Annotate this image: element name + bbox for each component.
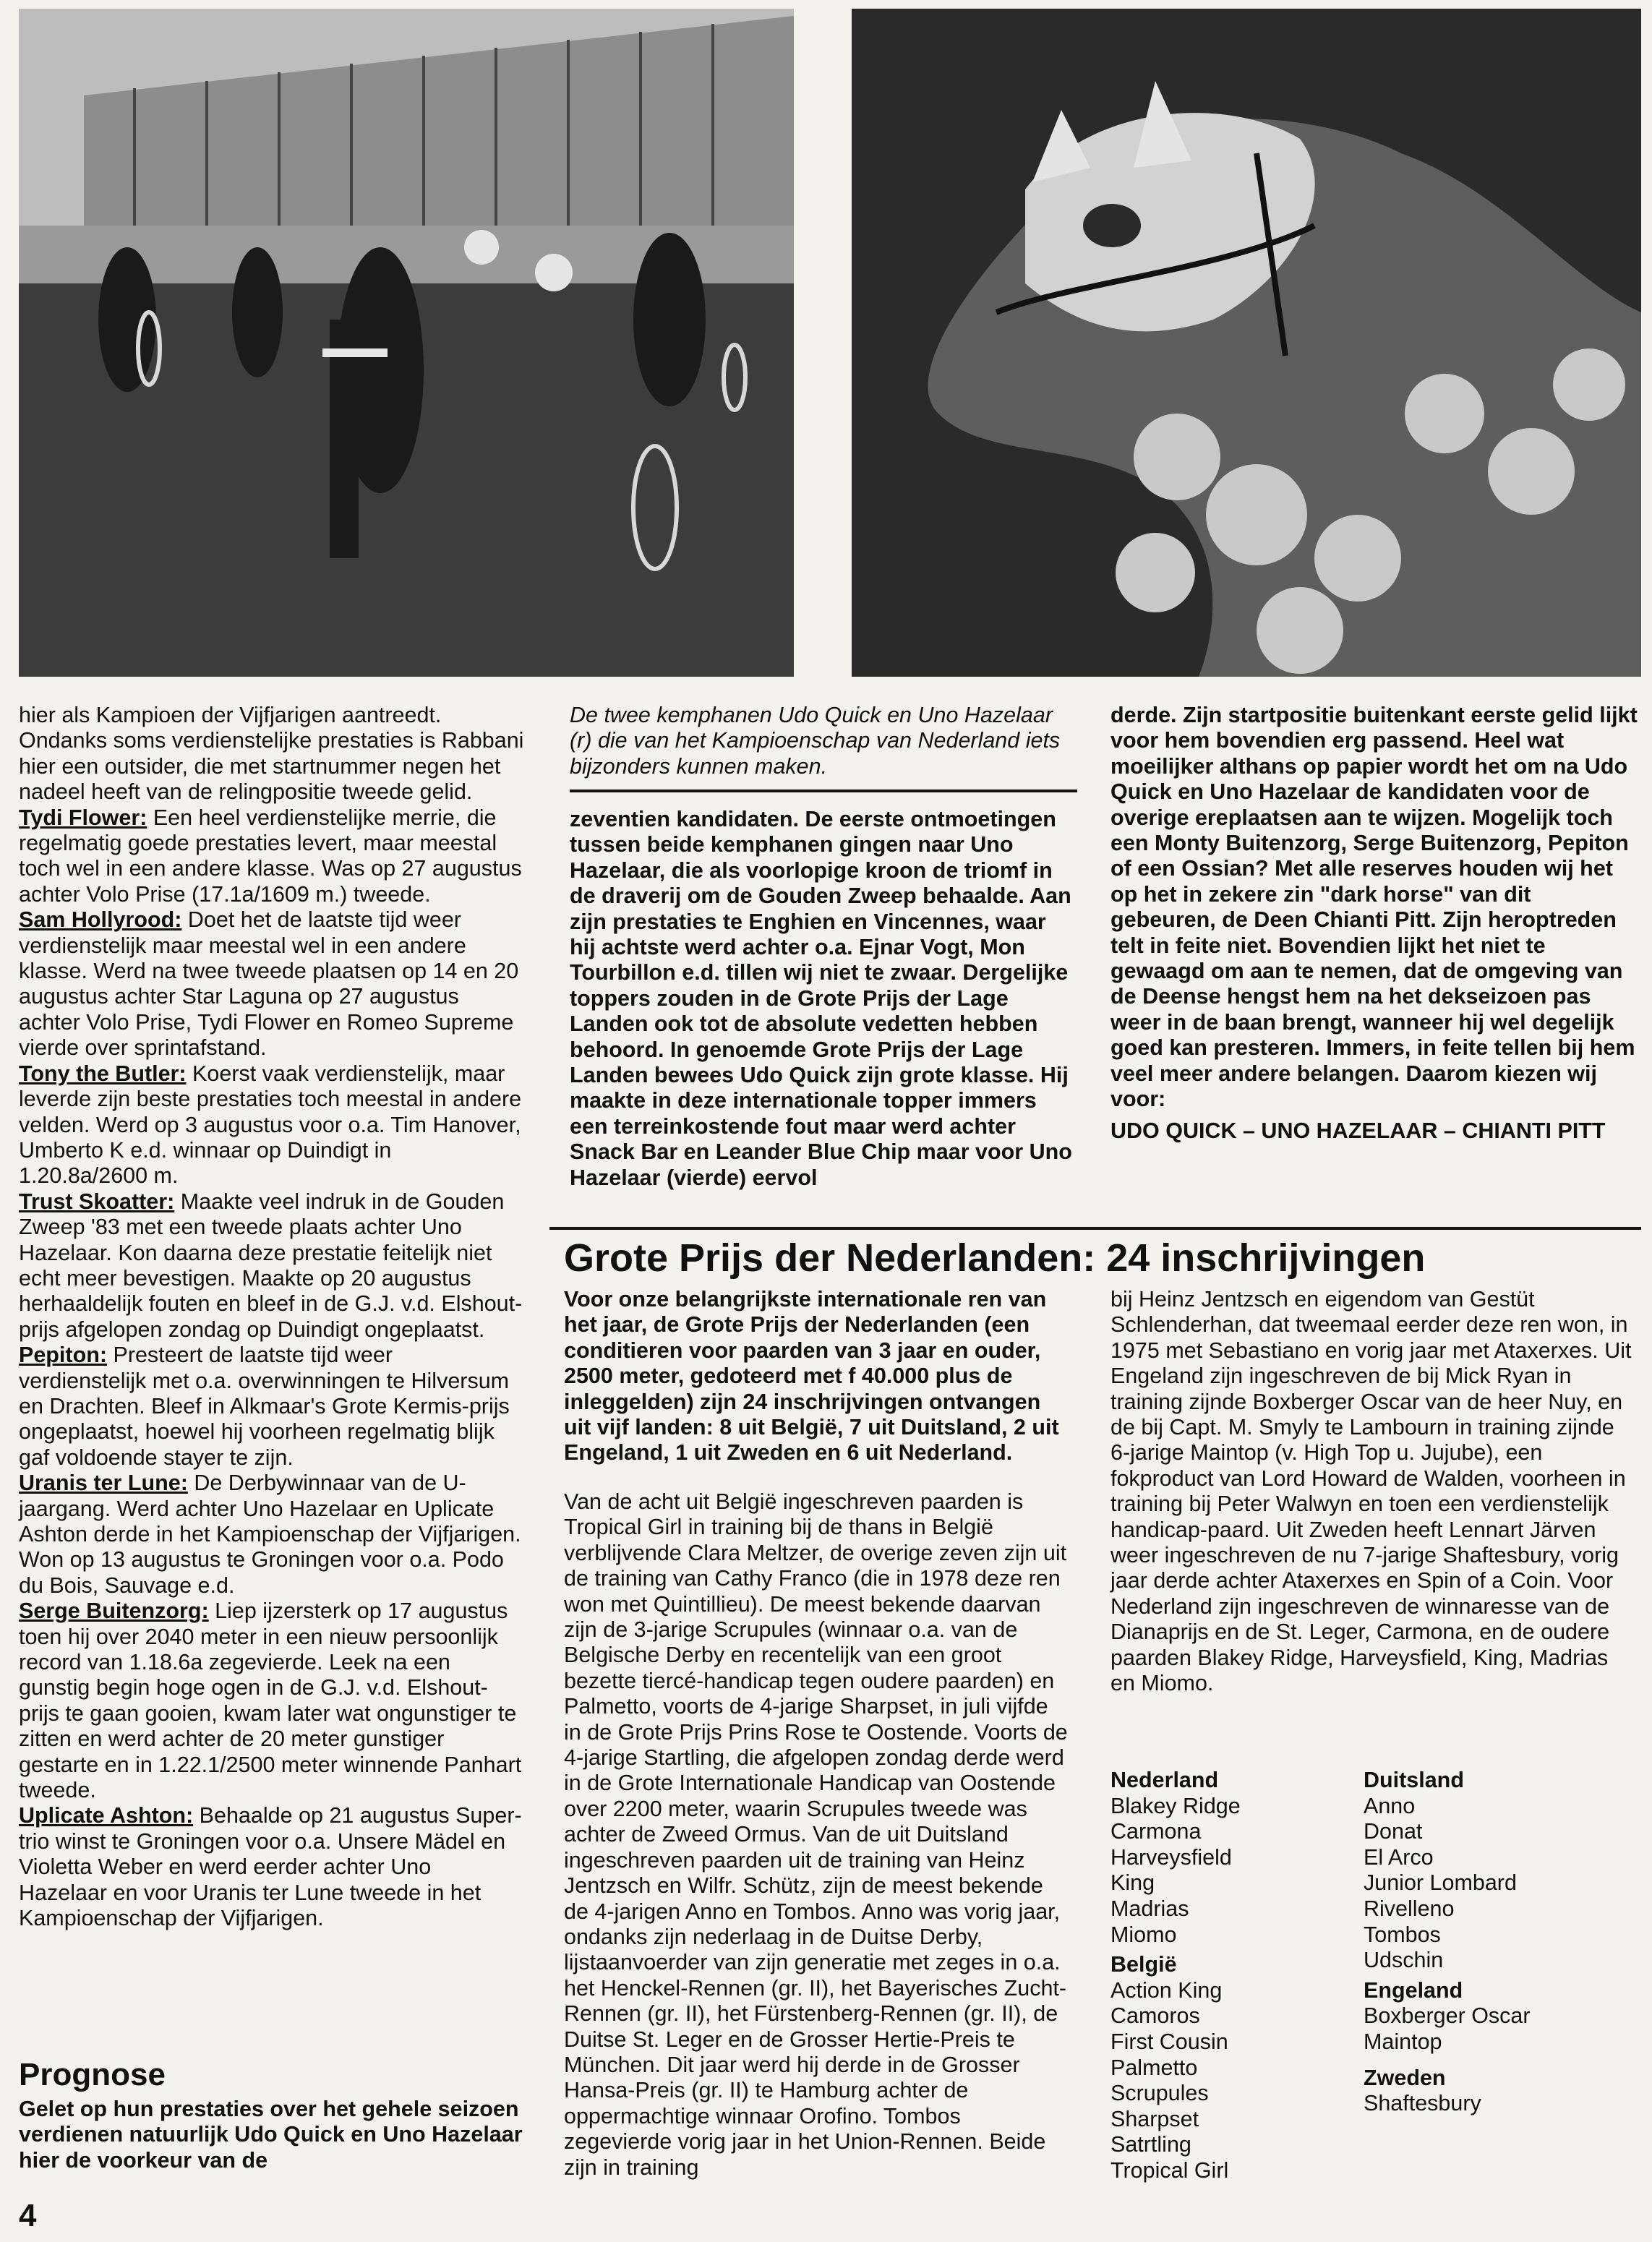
list-nederland xyxy=(1110,1794,1356,1948)
body-right-paragraph: bij Heinz Jentzsch en eigendom van Gestüt Schlenderhan, dat tweemaal eerder deze ren won, in 1975 met Sebastiano en vorig jaar met Ataxerxes. Uit Engeland zijn ingeschreven de bij Mick Ryan in training zijnde Boxberger Oscar van de heer Nuy, en de bij Capt. M. Smyly te Lambourn in training zijnde 6-jarige Maintop (v. High Top u. Jujube), een fokproduct van Lord Howard de Walden, voorheen in training bij Peter Walwyn en toen een verdienstelijk handicap-paard. Uit Zweden heeft Lennart Järven weer ingeschreven de nu 7-jarige Shaftesbury, vorig jaar derde achter Ataxerxes en Spin of a Coin. Voor Nederland zijn ingeschreven de winnaresse van de Dianaprijs en de St. Leger, Carmona, en de oudere paarden Blakey Ridge, Harveysfield, King, Madrias en Miomo. xyxy=(1110,1287,1632,1696)
list-item: Camoros xyxy=(1110,2003,1200,2029)
horse-description: Behaalde op 21 augustus Super-trio winst te Groningen voor o.a. Unsere Mädel en Violetta Weber en werd eerder achter Uno Hazelaar en voor Uranis ter Lune tweede in het Kampioenschap der Vijfjarigen. xyxy=(19,1803,522,1931)
list-zweden xyxy=(1364,2091,1638,2117)
horse-name: Tony the Butler: xyxy=(19,1061,187,1086)
list-item: Donat xyxy=(1364,1819,1423,1844)
horse-description: Presteert de laatste tijd weer verdienstelijk met o.a. overwinningen te Hilversum en Drachten. Bleef in Alkmaar's Grote Kermis-prijs ongeplaatst, hoewel hij voorheen regelmatig blijk gaf voldoende stayer te zijn. xyxy=(19,1343,510,1470)
lead-paragraph: Voor onze belangrijkste internationale ren van het jaar, de Grote Prijs der Nederlanden (een conditieren voor paarden van 3 jaar en ouder, 2500 meter, gedoteerd met f 40.000 plus de inleggelden) zijn 24 inschrijvingen ontvangen uit vijf landen: 8 uit België, 7 uit Duitsland, 2 uit Engeland, 1 uit Zweden en 6 uit Nederland. xyxy=(564,1287,1059,1466)
caption-text: De twee kemphanen Udo Quick en Uno Hazelaar (r) die van het Kampioenschap van Nederland iets bijzonders kunnen maken. xyxy=(570,703,1061,779)
prognosis-pick: UDO QUICK – UNO HAZELAAR – CHIANTI PITT xyxy=(1110,1118,1606,1143)
caption-rule xyxy=(570,790,1077,792)
prognose-text xyxy=(19,2097,525,2173)
horse-entry xyxy=(19,1803,525,1931)
list-item: Junior Lombard xyxy=(1364,1870,1517,1896)
list-item: Anno xyxy=(1364,1793,1416,1818)
list-item: Rivelleno xyxy=(1364,1896,1455,1921)
prognose-heading: Prognose xyxy=(19,2057,166,2092)
list-item: Palmetto xyxy=(1110,2055,1198,2080)
horse-portrait-photo xyxy=(852,9,1641,677)
entries-list xyxy=(19,805,525,1932)
list-item: Boxberger Oscar xyxy=(1364,2003,1531,2029)
list-title-zweden: Zweden xyxy=(1364,2065,1446,2090)
horse-portrait-illustration xyxy=(852,9,1641,677)
horse-name: Serge Buitenzorg: xyxy=(19,1599,209,1624)
list-duitsland xyxy=(1364,1794,1638,1974)
column-1 xyxy=(19,703,525,1932)
article-divider xyxy=(549,1227,1641,1230)
horse-description: Een heel verdienstelijke merrie, die regelmatig goede prestaties levert, maar meestal toch wel in een andere klasse. Was op 27 augustus achter Volo Prise (17.1a/1609 m.) tweede. xyxy=(19,805,522,907)
photo-caption xyxy=(570,703,1076,779)
column-3 xyxy=(1110,703,1638,1144)
horse-description: Maakte veel indruk in de Gouden Zweep '83 met een tweede plaats achter Uno Hazelaar. Kon daarna deze prestatie feitelijk niet echt meer bevestigen. Maakte op 20 augustus herhaaldelijk fouten en bleef in de G.J. v.d. Elshout-prijs afgelopen zondag op Duindigt ongeplaatst. xyxy=(19,1189,523,1342)
list-item: Satrtling xyxy=(1110,2132,1191,2157)
horse-description: Koerst vaak verdienstelijk, maar leverde zijn beste prestaties toch meestal in andere velden. Werd op 3 augustus voor o.a. Tim Hanover, Umberto K e.d. winnaar op Duindigt in 1.20.8a/2600 m. xyxy=(19,1061,522,1189)
horse-name: Uranis ter Lune: xyxy=(19,1471,188,1496)
body-left-paragraph: Van de acht uit België ingeschreven paarden is Tropical Girl in training bij de thans in België verblijvende Clara Meltzer, de overige zeven zijn uit de training van Cathy Franco (die in 1978 deze ren won met Quintillieu). De meest bekende daarvan zijn de 3-jarige Scrupules (winnaar o.a. van de Belgische Derby en recentelijk van een groot bezette tiercé-handicap tegen oudere paarden) en Palmetto, voorts de 4-jarige Sharpset, in juli vijfde in de Grote Prijs Prins Rose te Oostende. Voorts de 4-jarige Startling, die afgelopen zondag derde werd in de Grote Internationale Handicap van Oostende over 2200 meter, waarin Scrupules tweede was achter de Zweed Ormus. Van de uit Duitsland ingeschreven paarden uit de training van Heinz Jentzsch en Wilfr. Schütz, zijn de meest bekende de 4-jarigen Anno en Tombos. Anno was vorig jaar, ondanks zijn nederlaag in de Duitse Derby, lijstaanvoerder van zijn generatie met zeges in o.a. het Henckel-Rennen (gr. II), het Bayerisches Zucht-Rennen (gr. II), het Fürstenberg-Rennen (gr. II), de Duitse St. Leger en de Grosser Hertie-Preis te München. Dit jaar werd hij derde in de Grosser Hansa-Preis (gr. II) te Hamburg achter de oppermachtige winnaar Orofino. Tombos zegevierde vorig jaar in het Union-Rennen. Beide zijn in training xyxy=(564,1489,1068,2180)
horse-entry xyxy=(19,1061,525,1189)
list-title-nederland: Nederland xyxy=(1110,1768,1219,1792)
list-item: Shaftesbury xyxy=(1364,2091,1481,2116)
horse-entry xyxy=(19,1471,525,1599)
list-item: Tropical Girl xyxy=(1110,2157,1229,2183)
list-item: Tombos xyxy=(1364,1922,1441,1947)
horse-name: Sam Hollyrood: xyxy=(19,907,182,933)
horse-name: Tydi Flower: xyxy=(19,805,147,830)
list-title-engeland: Engeland xyxy=(1364,1977,1463,2003)
list-item: Scrupules xyxy=(1110,2081,1209,2106)
horse-description: Liep ijzersterk op 17 augustus toen hij over 2040 meter in een nieuw persoonlijk record van 1.18.6a zegevierde. Leek na een gunstig begin hoge ogen in de G.J. v.d. Elshout-prijs te gaan gooien, kwam later wat ongunstiger te zitten en werd achter de 20 meter gunstiger gestarte en in 1.22.1/2500 meter winnende Panhart tweede. xyxy=(19,1599,522,1803)
list-column-right xyxy=(1364,1768,1638,2117)
col2-text: zeventien kandidaten. De eerste ontmoetingen tussen beide kemphanen gingen naar Uno Hazelaar, die als voorlopige kroon de triomf in de draverij om de Gouden Zweep behaalde. Aan zijn prestaties te Enghien en Vincennes, waar hij achtste werd achter o.a. Ejnar Vogt, Mon Tourbillon e.d. tillen wij niet te zwaar. Dergelijke toppers zouden in de Grote Prijs der Lage Landen ook tot de absolute vedetten hebben behoord. In genoemde Grote Prijs der Lage Landen bewees Udo Quick zijn grote klasse. Hij maakte in deze internationale topper immers een terreinkostende fout maar werd achter Snack Bar en Leander Blue Chip maar voor Uno Hazelaar (vierde) eervol xyxy=(570,807,1072,1190)
horse-entry xyxy=(19,805,525,908)
list-item: Action King xyxy=(1110,1977,1223,2003)
list-column-left xyxy=(1110,1768,1356,2184)
article2-headline: Grote Prijs der Nederlanden: 24 inschrijvingen xyxy=(564,1236,1426,1280)
horse-name: Uplicate Ashton: xyxy=(19,1803,194,1828)
list-item: Maintop xyxy=(1364,2029,1442,2054)
col3-text: derde. Zijn startpositie buitenkant eerste gelid lijkt voor hem bovendien erg passend. Heel wat moeilijker althans op papier wordt het om na Udo Quick en Uno Hazelaar de kandidaten voor de overige ereplaatsen aan te wijzen. Mogelijk toch een Monty Buitenzorg, Serge Buitenzorg, Pepiton of een Ossian? Met alle reserves houden wij het op het in zekere zin "dark horse" van dit gebeuren, de Deen Chianti Pitt. Zijn heroptreden telt in feite niet. Bovendien lijkt het niet te gewaagd om aan te nemen, dat de omgeving van de Deense hengst hem na het dekseizoen pas weer in de baan brengt, wanneer hij wel degelijk goed kan presteren. Immers, in feite tellen bij hem veel meer andere belangen. Daarom kiezen wij voor: xyxy=(1110,703,1638,1112)
list-item: Madrias xyxy=(1110,1896,1189,1921)
list-item: Blakey Ridge xyxy=(1110,1793,1241,1818)
list-item: Miomo xyxy=(1110,1922,1177,1947)
prognose-paragraph: Gelet op hun prestaties over het gehele seizoen verdienen natuurlijk Udo Quick en Uno Hazelaar hier de voorkeur van de xyxy=(19,2097,523,2173)
list-item: Harveysfield xyxy=(1110,1844,1232,1870)
list-belgie xyxy=(1110,1978,1356,2184)
list-title-belgie: België xyxy=(1110,1952,1177,1977)
harness-race-photo xyxy=(19,9,794,677)
list-item: Udschin xyxy=(1364,1948,1444,1973)
list-engeland xyxy=(1364,2003,1638,2055)
list-item: First Cousin xyxy=(1110,2029,1228,2054)
article2-body-left xyxy=(564,1489,1070,2181)
harness-race-illustration xyxy=(19,9,794,677)
horse-entry xyxy=(19,1189,525,1343)
article2-lead xyxy=(564,1287,1070,1466)
list-item: Sharpset xyxy=(1110,2106,1199,2131)
article2-body-right xyxy=(1110,1287,1638,1697)
list-item: El Arco xyxy=(1364,1844,1434,1870)
column-2 xyxy=(570,807,1076,1191)
horse-entry xyxy=(19,1599,525,1803)
col1-intro: hier als Kampioen der Vijfjarigen aantreedt. Ondanks soms verdienstelijke prestaties is Rabbani hier een outsider, die met startnummer negen het nadeel heeft van de relingpositie tweede gelid. xyxy=(19,703,524,805)
horse-description: De Derbywinnaar van de U-jaargang. Werd achter Uno Hazelaar en Uplicate Ashton derde in het Kampioenschap der Vijfjarigen. Won op 13 augustus te Groningen voor o.a. Podo du Bois, Sauvage e.d. xyxy=(19,1471,521,1598)
list-title-duitsland: Duitsland xyxy=(1364,1768,1464,1792)
horse-name: Pepiton: xyxy=(19,1343,107,1368)
horse-entry xyxy=(19,907,525,1061)
horse-description: Doet het de laatste tijd weer verdienstelijk maar meestal wel in een andere klasse. Werd na twee tweede plaatsen op 14 en 20 augustus achter Star Laguna op 27 augustus achter Volo Prise, Tydi Flower en Romeo Supreme vierde over sprintafstand. xyxy=(19,907,519,1061)
page-number: 4 xyxy=(19,2198,37,2233)
horse-entry xyxy=(19,1343,525,1471)
list-item: King xyxy=(1110,1870,1155,1896)
list-item: Carmona xyxy=(1110,1819,1202,1844)
horse-name: Trust Skoatter: xyxy=(19,1189,175,1214)
